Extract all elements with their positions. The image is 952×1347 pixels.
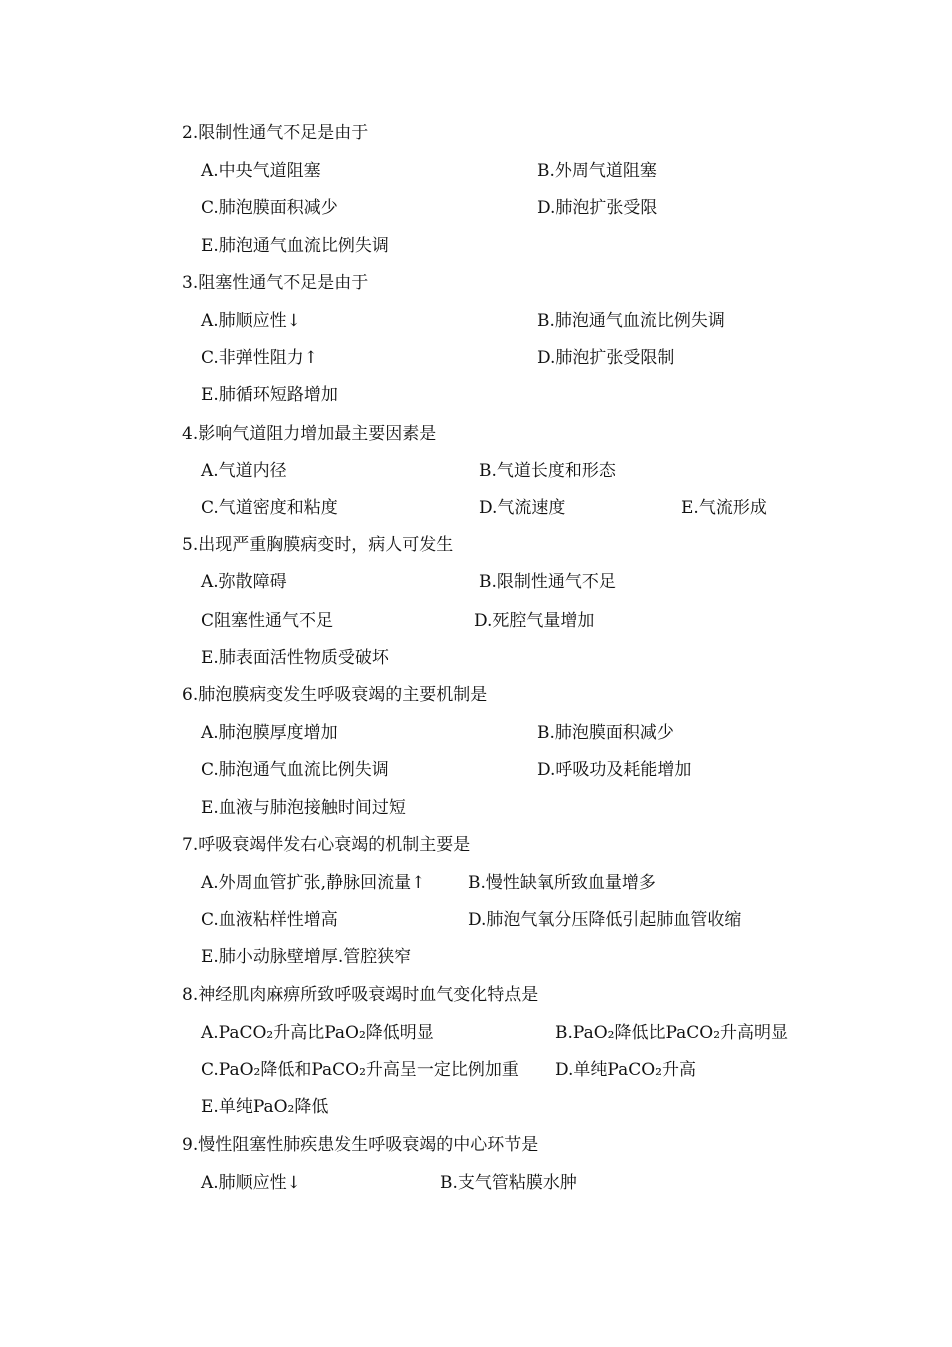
question-4-option-b: B.气道长度和形态 [479, 461, 616, 481]
question-4-option-c: C.气道密度和粘度 [201, 498, 338, 518]
question-6-option-c: C.肺泡通气血流比例失调 [201, 760, 389, 780]
question-7-option-b: B.慢性缺氧所致血量增多 [468, 873, 656, 893]
question-6-option-e: E.血液与肺泡接触时间过短 [201, 798, 406, 818]
question-5-options-row-1 [0, 569, 952, 595]
question-4-options-row-2 [0, 495, 952, 521]
question-4-options-row-1 [0, 458, 952, 484]
question-7-options-row-3 [0, 944, 952, 970]
question-2-option-a: A.中央气道阻塞 [201, 161, 321, 181]
question-7-option-c: C.血液粘样性增高 [201, 910, 338, 930]
question-6-option-d: D.呼吸功及耗能增加 [537, 760, 692, 780]
question-2-option-b: B.外周气道阻塞 [537, 161, 657, 181]
question-8-options-row-2 [0, 1057, 952, 1083]
question-5-options-row-2 [0, 608, 952, 634]
question-8-option-d: D.单纯PaCO₂升高 [555, 1060, 696, 1080]
question-4-option-a: A.气道内径 [201, 461, 287, 481]
question-6-options-row-3 [0, 795, 952, 821]
question-7-stem: 7.呼吸衰竭伴发右心衰竭的机制主要是 [182, 835, 471, 855]
question-7-options-row-2 [0, 907, 952, 933]
question-6-option-a: A.肺泡膜厚度增加 [201, 723, 338, 743]
question-3-options-row-2 [0, 345, 952, 371]
question-4-option-d: D.气流速度 [479, 498, 566, 518]
question-8-option-e: E.单纯PaO₂降低 [201, 1097, 329, 1117]
question-5-option-b: B.限制性通气不足 [479, 572, 616, 592]
question-3-option-b: B.肺泡通气血流比例失调 [537, 311, 725, 331]
question-8-options-row-1 [0, 1020, 952, 1046]
question-9-stem: 9.慢性阻塞性肺疾患发生呼吸衰竭的中心环节是 [182, 1135, 539, 1155]
question-5-option-d: D.死腔气量增加 [474, 611, 595, 631]
question-7-stem-line [0, 832, 952, 858]
question-6-stem-line [0, 682, 952, 708]
question-2-option-e: E.肺泡通气血流比例失调 [201, 236, 389, 256]
question-9-stem-line [0, 1132, 952, 1158]
question-4-stem: 4.影响气道阻力增加最主要因素是 [182, 424, 437, 444]
question-8-options-row-3 [0, 1094, 952, 1120]
question-6-option-b: B.肺泡膜面积减少 [537, 723, 674, 743]
question-5-options-row-3 [0, 645, 952, 671]
question-2-stem-line [0, 120, 952, 146]
question-7-option-a: A.外周血管扩张,静脉回流量↑ [201, 873, 426, 893]
question-2-options-row-2 [0, 195, 952, 221]
question-3-option-a: A.肺顺应性↓ [201, 311, 301, 331]
question-7-option-d: D.肺泡气氧分压降低引起肺血管收缩 [468, 910, 742, 930]
question-3-options-row-3 [0, 382, 952, 408]
question-8-option-b: B.PaO₂降低比PaCO₂升高明显 [555, 1023, 789, 1043]
question-5-option-c: C阻塞性通气不足 [201, 611, 334, 631]
question-2-options-row-3 [0, 233, 952, 259]
question-3-stem-line [0, 270, 952, 296]
question-8-option-c: C.PaO₂降低和PaCO₂升高呈一定比例加重 [201, 1060, 519, 1080]
question-3-option-e: E.肺循环短路增加 [201, 385, 338, 405]
question-7-option-e: E.肺小动脉壁增厚.管腔狭窄 [201, 947, 412, 967]
question-5-option-e: E.肺表面活性物质受破坏 [201, 648, 389, 668]
question-3-option-c: C.非弹性阻力↑ [201, 348, 319, 368]
question-4-option-e: E.气流形成 [681, 498, 767, 518]
question-7-options-row-1 [0, 870, 952, 896]
question-3-options-row-1 [0, 308, 952, 334]
question-3-option-d: D.肺泡扩张受限制 [537, 348, 675, 368]
question-5-stem: 5.出现严重胸膜病变时，病人可发生 [182, 535, 454, 555]
question-3-stem: 3.阻塞性通气不足是由于 [182, 273, 369, 293]
question-6-stem: 6.肺泡膜病变发生呼吸衰竭的主要机制是 [182, 685, 488, 705]
question-2-option-d: D.肺泡扩张受限 [537, 198, 658, 218]
question-4-stem-line [0, 421, 952, 447]
question-2-option-c: C.肺泡膜面积减少 [201, 198, 338, 218]
question-5-option-a: A.弥散障碍 [201, 572, 287, 592]
question-9-option-a: A.肺顺应性↓ [201, 1173, 301, 1193]
question-2-options-row-1 [0, 158, 952, 184]
question-6-options-row-2 [0, 757, 952, 783]
question-2-stem: 2.限制性通气不足是由于 [182, 123, 369, 143]
question-8-option-a: A.PaCO₂升高比PaO₂降低明显 [201, 1023, 434, 1043]
question-8-stem: 8.神经肌肉麻痹所致呼吸衰竭时血气变化特点是 [182, 985, 539, 1005]
question-6-options-row-1 [0, 720, 952, 746]
question-8-stem-line [0, 982, 952, 1008]
question-9-option-b: B.支气管粘膜水肿 [440, 1173, 577, 1193]
question-9-options-row-1 [0, 1170, 952, 1196]
question-5-stem-line [0, 532, 952, 558]
